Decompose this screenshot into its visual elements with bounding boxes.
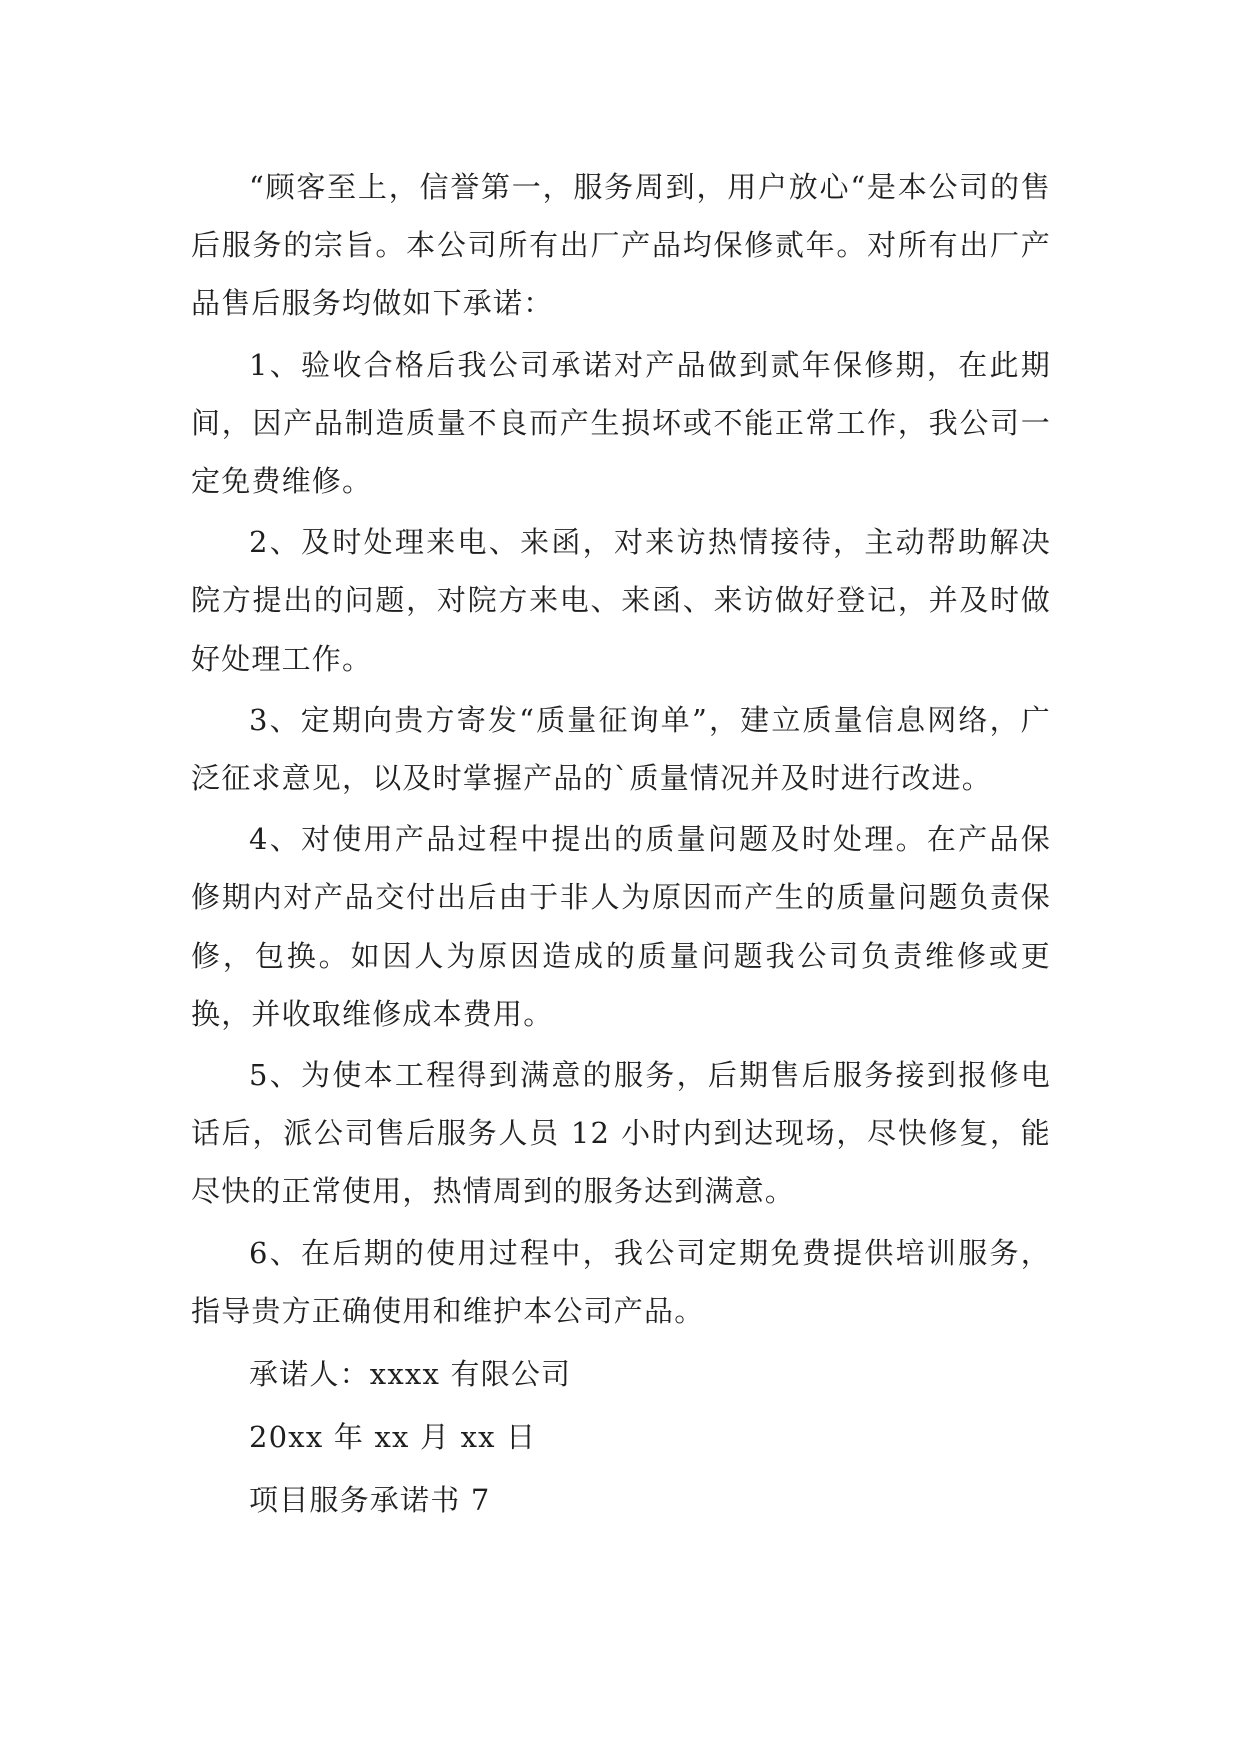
commitment-item-4: 4、对使用产品过程中提出的质量问题及时处理。在产品保修期内对产品交付出后由于非人为原因而产生的质量问题负责保修，包换。如因人为原因造成的质量问题我公司负责维修或更换，并收取维修成本费用。 — [191, 822, 1051, 1031]
intro-paragraph: “顾客至上，信誉第一，服务周到，用户放心“是本公司的售后服务的宗旨。本公司所有出厂产品均保修贰年。对所有出厂产品售后服务均做如下承诺： — [191, 170, 1051, 321]
date-line: 20xx 年 xx 月 xx 日 — [249, 1420, 537, 1455]
document-body — [191, 158, 1051, 1532]
commitment-item-6: 6、在后期的使用过程中，我公司定期免费提供培训服务，指导贵方正确使用和维护本公司产品。 — [191, 1235, 1051, 1328]
next-section-title: 项目服务承诺书 7 — [249, 1483, 491, 1518]
promisor-line: 承诺人：xxxx 有限公司 — [249, 1357, 572, 1392]
commitment-item-5: 5、为使本工程得到满意的服务，后期售后服务接到报修电话后，派公司售后服务人员 12 小时内到达现场，尽快修复，能尽快的正常使用，热情周到的服务达到满意。 — [191, 1058, 1051, 1209]
commitment-item-2: 2、及时处理来电、来函，对来访热情接待，主动帮助解决院方提出的问题，对院方来电、来函、来访做好登记，并及时做好处理工作。 — [191, 525, 1051, 676]
commitment-item-1: 1、验收合格后我公司承诺对产品做到贰年保修期，在此期间，因产品制造质量不良而产生损坏或不能正常工作，我公司一定免费维修。 — [191, 347, 1051, 499]
commitment-item-3: 3、定期向贵方寄发“质量征询单”，建立质量信息网络，广泛征求意见，以及时掌握产品的`质量情况并及时进行改进。 — [191, 702, 1051, 796]
